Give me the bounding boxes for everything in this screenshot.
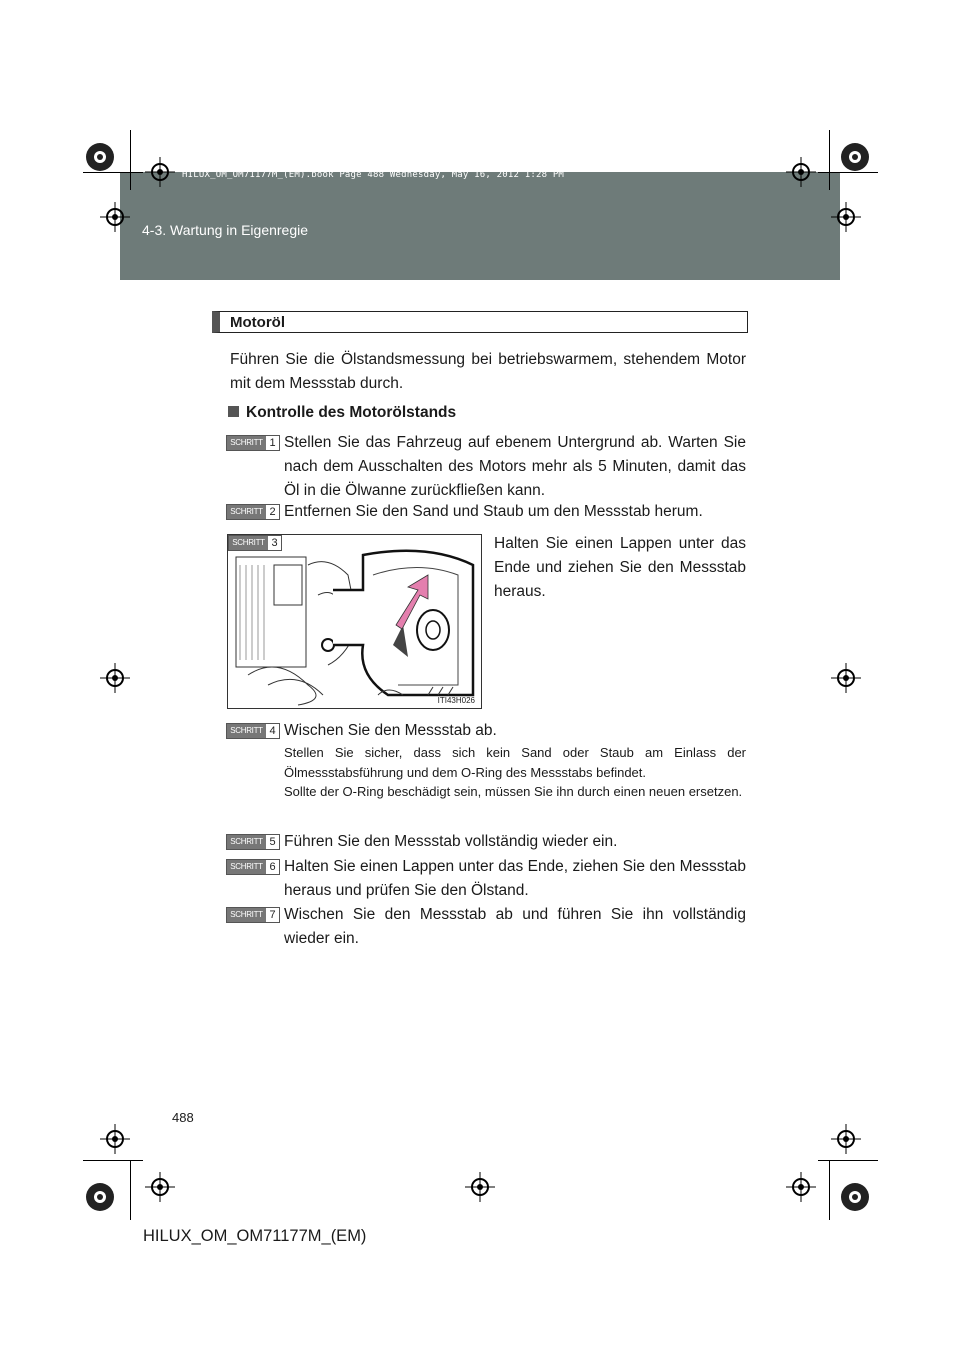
document-id: HILUX_OM_OM71177M_(EM) bbox=[143, 1227, 367, 1245]
step-text: Führen Sie den Messstab vollständig wieder ein. bbox=[284, 833, 618, 850]
crosshair-icon bbox=[100, 1124, 130, 1154]
step-text: Wischen Sie den Messstab ab. bbox=[284, 722, 497, 739]
section-label: 4-3. Wartung in Eigenregie bbox=[142, 222, 309, 238]
step-badge-label: SCHRITT bbox=[229, 536, 268, 550]
subheading bbox=[228, 404, 456, 422]
step-text: Stellen Sie das Fahrzeug auf ebenem Untergrund ab. Warten Sie nach dem Ausschalten des Motors mehr als 5 Minuten, damit das Öl in die Ölwanne zurückfließen kann. bbox=[284, 434, 746, 499]
step-text: Halten Sie einen Lappen unter das Ende, ziehen Sie den Messstab heraus und prüfen Sie den Ölstand. bbox=[284, 858, 746, 899]
step-badge bbox=[226, 907, 280, 923]
note-text: Stellen Sie sicher, dass sich kein Sand oder Staub am Einlass der Ölmessstabsführung und dem O-Ring des Messstabs befindet. Sollte der O-Ring beschädigt sein, müssen Sie ihn durch einen neuen ersetzen. bbox=[284, 745, 746, 799]
registration-mark-icon bbox=[840, 1182, 870, 1212]
step-badge-number: 5 bbox=[266, 835, 279, 849]
crosshair-icon bbox=[145, 1172, 175, 1202]
crosshair-icon bbox=[145, 157, 175, 187]
step-3-text: Halten Sie einen Lappen unter das Ende und ziehen Sie den Messstab heraus. bbox=[494, 535, 746, 600]
step-badge-number: 1 bbox=[266, 436, 279, 450]
intro-paragraph: Führen Sie die Ölstandsmessung bei betriebswarmem, stehendem Motor mit dem Messstab durch. bbox=[230, 351, 746, 392]
dipstick-illustration bbox=[227, 534, 482, 709]
crosshair-icon bbox=[100, 202, 130, 232]
crosshair-icon bbox=[786, 157, 816, 187]
step-badge-label: SCHRITT bbox=[227, 860, 266, 874]
step-badge bbox=[226, 504, 280, 520]
step-badge-label: SCHRITT bbox=[227, 505, 266, 519]
crosshair-icon bbox=[831, 663, 861, 693]
page-number: 488 bbox=[172, 1110, 194, 1125]
step-badge-label: SCHRITT bbox=[227, 835, 266, 849]
step-badge bbox=[226, 834, 280, 850]
step-badge-number: 6 bbox=[266, 860, 279, 874]
step-badge-number: 2 bbox=[266, 505, 279, 519]
step-badge bbox=[226, 859, 280, 875]
subheading-text: Kontrolle des Motorölstands bbox=[246, 404, 457, 421]
step-badge-number: 4 bbox=[266, 724, 279, 738]
registration-mark-icon bbox=[85, 1182, 115, 1212]
step-badge-number: 7 bbox=[266, 908, 279, 922]
registration-mark-icon bbox=[840, 142, 870, 172]
figure-code: ITI43H026 bbox=[437, 696, 475, 705]
book-info-line: HILUX_OM_OM71177M_(EM).book Page 488 Wednesday, May 16, 2012 1:28 PM bbox=[182, 170, 565, 180]
step-badge bbox=[226, 435, 280, 451]
step-badge bbox=[226, 723, 280, 739]
step-badge-number: 3 bbox=[268, 536, 281, 550]
step-text: Wischen Sie den Messstab ab und führen Sie ihn vollständig wieder ein. bbox=[284, 906, 746, 947]
engine-bay-drawing-icon bbox=[228, 535, 482, 709]
step-text: Entfernen Sie den Sand und Staub um den Messstab herum. bbox=[284, 503, 703, 520]
crosshair-icon bbox=[786, 1172, 816, 1202]
step-4-note bbox=[284, 743, 746, 802]
crosshair-icon bbox=[100, 663, 130, 693]
step-badge-label: SCHRITT bbox=[227, 436, 266, 450]
step-badge-label: SCHRITT bbox=[227, 724, 266, 738]
step-badge-label: SCHRITT bbox=[227, 908, 266, 922]
crosshair-icon bbox=[465, 1172, 495, 1202]
square-bullet-icon bbox=[228, 406, 239, 417]
crosshair-icon bbox=[831, 1124, 861, 1154]
section-title: Motoröl bbox=[230, 314, 285, 331]
section-title-box bbox=[212, 311, 748, 333]
crosshair-icon bbox=[831, 202, 861, 232]
registration-mark-icon bbox=[85, 142, 115, 172]
chapter-header-band bbox=[120, 172, 840, 280]
